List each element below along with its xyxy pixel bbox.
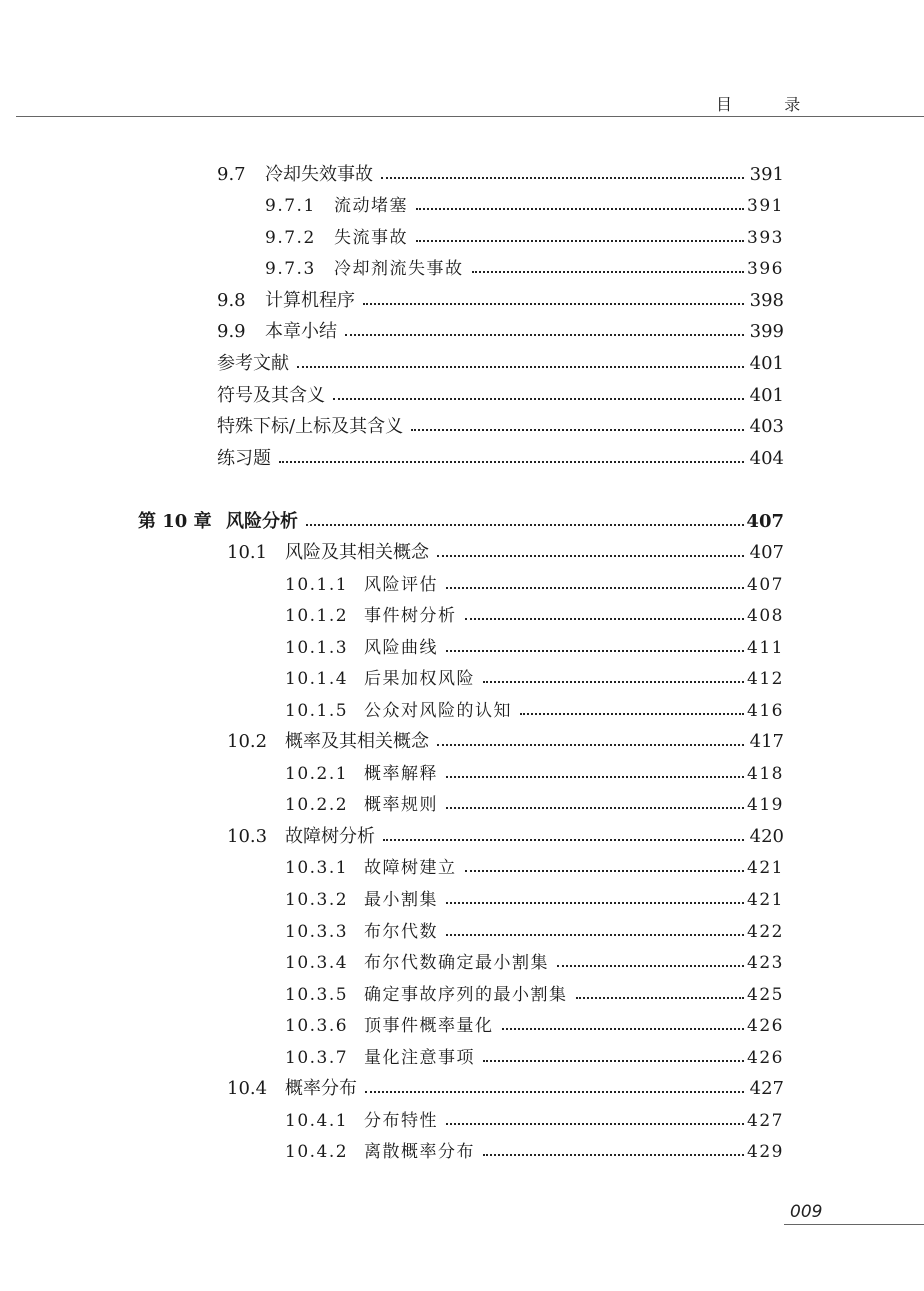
toc-leader-dots: [483, 681, 744, 683]
toc-leader-dots: [411, 429, 744, 431]
toc-leader-dots: [446, 1123, 744, 1125]
toc-entry-title: 风险分析: [226, 511, 298, 532]
toc-entry-number: 10.4.1: [285, 1111, 349, 1131]
toc-entry-number: 9.7: [217, 164, 246, 185]
toc-entry-number: 9.8: [217, 290, 246, 311]
toc-entry[interactable]: [0, 349, 784, 379]
toc-leader-dots: [437, 555, 744, 557]
toc-entry-number: 9.9: [217, 321, 246, 342]
toc-entry-number: 10.4.2: [285, 1142, 349, 1162]
toc-entry[interactable]: [0, 1137, 784, 1167]
toc-entry-number: 10.3.2: [285, 890, 349, 910]
toc-entry-title: 量化注意事项: [364, 1048, 475, 1068]
toc-entry[interactable]: [0, 254, 784, 284]
toc-entry-title: 分布特性: [364, 1111, 438, 1131]
toc-entry-title: 本章小结: [265, 321, 337, 342]
toc-entry-title: 流动堵塞: [334, 196, 408, 216]
toc-leader-dots: [465, 618, 745, 620]
toc-entry-page: 427: [749, 1078, 784, 1099]
toc-leader-dots: [446, 776, 744, 778]
toc-entry-page: 422: [747, 922, 784, 942]
toc-entry-title: 顶事件概率量化: [364, 1016, 494, 1036]
toc-leader-dots: [576, 997, 745, 999]
toc-entry-number: 10.2: [227, 731, 268, 752]
toc-entry-title: 离散概率分布: [364, 1142, 475, 1162]
toc-entry-page: 408: [747, 606, 784, 626]
toc-entry-title: 练习题: [217, 448, 271, 469]
toc-entry[interactable]: [0, 444, 784, 474]
toc-entry[interactable]: [0, 664, 784, 694]
toc-entry-title: 布尔代数: [364, 922, 438, 942]
toc-leader-dots: [333, 398, 744, 400]
page-number: 009: [790, 1202, 823, 1222]
toc-entry-title: 事件树分析: [364, 606, 457, 626]
toc-entry[interactable]: [0, 853, 784, 883]
toc-entry-page: 425: [747, 985, 784, 1005]
toc-entry-number: 10.4: [227, 1078, 268, 1099]
toc-entry-title: 冷却失效事故: [265, 164, 373, 185]
toc-entry-title: 参考文献: [217, 353, 289, 374]
toc-entry-number: 10.3.3: [285, 922, 349, 942]
toc-leader-dots: [520, 713, 744, 715]
toc-entry-number: 10.1.4: [285, 669, 349, 689]
toc-entry-title: 特殊下标/上标及其含义: [217, 416, 404, 437]
toc-leader-dots: [472, 271, 745, 273]
toc-leader-dots: [446, 807, 744, 809]
toc-entry[interactable]: [0, 191, 784, 221]
toc-entry-title: 风险曲线: [364, 638, 438, 658]
toc-leader-dots: [279, 461, 744, 463]
toc-leader-dots: [416, 208, 744, 210]
toc-entry-page: 403: [749, 416, 784, 437]
toc-entry-page: 391: [747, 196, 784, 216]
toc-entry-page: 418: [747, 764, 784, 784]
toc-entry-page: 426: [747, 1048, 784, 1068]
toc-leader-dots: [383, 839, 744, 841]
toc-entry-number: 9.7.3: [265, 259, 316, 279]
toc-entry[interactable]: [0, 822, 784, 852]
toc-entry-number: 10.1.1: [285, 575, 349, 595]
toc-entry[interactable]: [0, 790, 784, 820]
toc-entry-page: 427: [747, 1111, 784, 1131]
toc-leader-dots: [363, 303, 744, 305]
toc-entry-page: 399: [749, 321, 784, 342]
toc-leader-dots: [446, 934, 744, 936]
toc-entry-number: 10.1: [227, 542, 268, 563]
toc-entry[interactable]: [0, 917, 784, 947]
toc-leader-dots: [557, 965, 744, 967]
toc-entry-title: 计算机程序: [265, 290, 355, 311]
toc-entry-page: 391: [749, 164, 784, 185]
toc-entry-number: 10.3.6: [285, 1016, 349, 1036]
toc-entry-number: 10.1.3: [285, 638, 349, 658]
toc-entry[interactable]: [0, 570, 784, 600]
toc-entry-page: 396: [747, 259, 784, 279]
toc-entry-number: 10.3.4: [285, 953, 349, 973]
toc-leader-dots: [446, 587, 744, 589]
toc-leader-dots: [416, 240, 744, 242]
toc-entry[interactable]: [0, 759, 784, 789]
toc-entry-number: 10.1.5: [285, 701, 349, 721]
toc-entry-page: 398: [749, 290, 784, 311]
toc-entry-title: 冷却剂流失事故: [334, 259, 464, 279]
toc-entry-page: 421: [747, 858, 784, 878]
toc-entry-page: 407: [746, 511, 784, 532]
toc-entry-page: 407: [747, 575, 784, 595]
toc-entry-page: 404: [749, 448, 784, 469]
toc-entry[interactable]: [0, 381, 784, 411]
toc-entry-title: 故障树建立: [364, 858, 457, 878]
toc-entry-number: 10.2.2: [285, 795, 349, 815]
toc-entry-title: 公众对风险的认知: [364, 701, 512, 721]
toc-leader-dots: [306, 524, 744, 526]
toc-entry[interactable]: [0, 1043, 784, 1073]
toc-entry-title: 故障树分析: [285, 826, 375, 847]
toc-entry-title: 确定事故序列的最小割集: [364, 985, 568, 1005]
header-rule: [16, 116, 924, 117]
toc-entry-page: 401: [749, 385, 784, 406]
toc-leader-dots: [465, 870, 745, 872]
toc-entry[interactable]: [0, 633, 784, 663]
toc-leader-dots: [446, 902, 744, 904]
toc-entry-title: 布尔代数确定最小割集: [364, 953, 549, 973]
toc-entry-page: 393: [747, 228, 784, 248]
toc-entry[interactable]: [0, 696, 784, 726]
toc-entry-page: 411: [747, 638, 784, 658]
toc-entry-title: 风险评估: [364, 575, 438, 595]
toc-leader-dots: [381, 177, 744, 179]
toc-entry[interactable]: [0, 1011, 784, 1041]
toc-entry[interactable]: [0, 727, 784, 757]
toc-entry[interactable]: [0, 160, 784, 190]
footer-rule: [784, 1224, 924, 1225]
toc-entry-page: 421: [747, 890, 784, 910]
toc-entry-number: 10.1.2: [285, 606, 349, 626]
toc-entry-number: 10.3.7: [285, 1048, 349, 1068]
toc-entry-page: 423: [747, 953, 784, 973]
toc-entry-page: 417: [749, 731, 784, 752]
toc-entry-number: 10.2.1: [285, 764, 349, 784]
toc-entry-title: 概率及其相关概念: [285, 731, 429, 752]
toc-leader-dots: [446, 650, 744, 652]
toc-entry-number: 10.3.5: [285, 985, 349, 1005]
toc-entry[interactable]: [0, 286, 784, 316]
toc-leader-dots: [437, 744, 744, 746]
toc-entry[interactable]: [0, 412, 784, 442]
toc-entry-number: 9.7.2: [265, 228, 316, 248]
toc-entry-page: 426: [747, 1016, 784, 1036]
toc-entry-number: 10.3: [227, 826, 268, 847]
toc-leader-dots: [483, 1060, 744, 1062]
running-head-char-1: 目: [716, 95, 735, 114]
toc-entry-title: 概率分布: [285, 1078, 357, 1099]
toc-entry-title: 概率规则: [364, 795, 438, 815]
toc-entry-title: 符号及其含义: [217, 385, 325, 406]
toc-entry[interactable]: [0, 885, 784, 915]
toc-entry-title: 后果加权风险: [364, 669, 475, 689]
toc-entry-title: 失流事故: [334, 228, 408, 248]
toc-entry-page: 407: [749, 542, 784, 563]
toc-leader-dots: [483, 1154, 744, 1156]
toc-entry-page: 412: [747, 669, 784, 689]
toc-entry-number: 9.7.1: [265, 196, 316, 216]
toc-entry[interactable]: [0, 223, 784, 253]
toc-entry-page: 416: [747, 701, 784, 721]
toc-entry-page: 429: [747, 1142, 784, 1162]
toc-leader-dots: [502, 1028, 745, 1030]
toc-leader-dots: [297, 366, 744, 368]
toc-entry-title: 概率解释: [364, 764, 438, 784]
toc-entry[interactable]: [0, 980, 784, 1010]
toc-entry-page: 419: [747, 795, 784, 815]
running-head: [716, 92, 802, 115]
toc-entry-title: 最小割集: [364, 890, 438, 910]
toc-entry[interactable]: [0, 538, 784, 568]
toc-entry-number: 10.3.1: [285, 858, 349, 878]
toc-entry-title: 风险及其相关概念: [285, 542, 429, 563]
toc-entry[interactable]: [0, 1106, 784, 1136]
toc-leader-dots: [365, 1091, 744, 1093]
toc-chapter-entry[interactable]: [0, 507, 784, 537]
toc-entry[interactable]: [0, 317, 784, 347]
toc-leader-dots: [345, 334, 744, 336]
toc-entry-number: 第 10 章: [138, 511, 212, 532]
toc-entry[interactable]: [0, 948, 784, 978]
toc-entry[interactable]: [0, 601, 784, 631]
running-head-char-2: 录: [784, 95, 803, 114]
toc-entry-page: 401: [749, 353, 784, 374]
toc-entry-page: 420: [749, 826, 784, 847]
toc-entry[interactable]: [0, 1074, 784, 1104]
